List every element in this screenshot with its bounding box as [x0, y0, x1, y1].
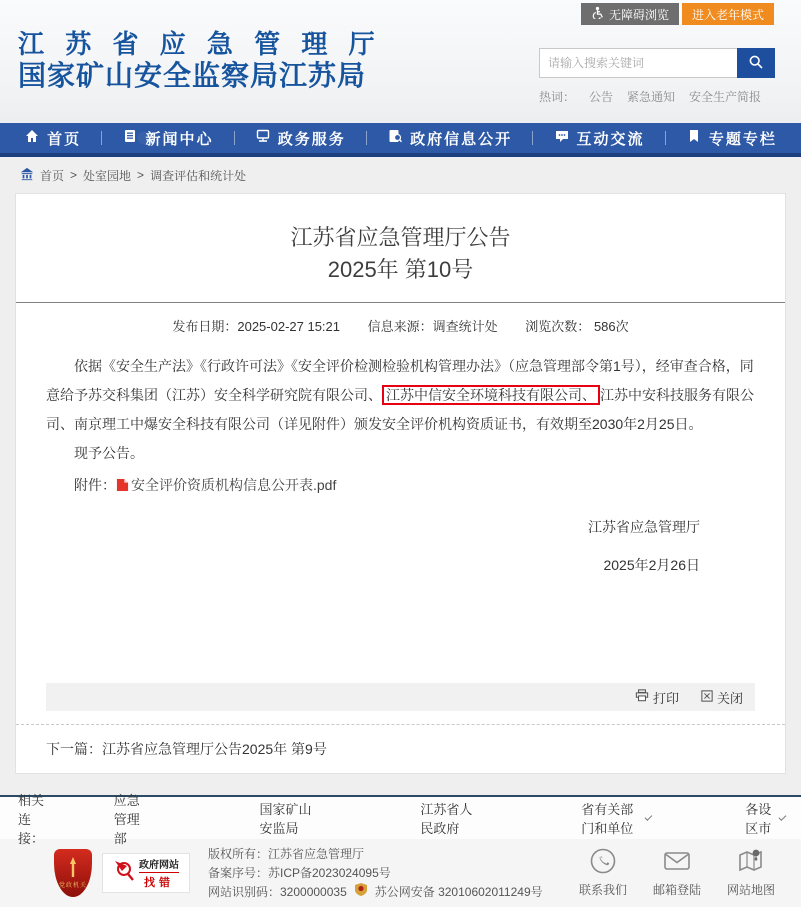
nav-item-interaction[interactable] [554, 128, 645, 149]
source-value: 调查统计处 [432, 319, 498, 334]
accessibility-button[interactable] [581, 3, 679, 25]
article-body [46, 352, 755, 468]
police-badge-icon [355, 883, 367, 902]
article-footer-divider [16, 724, 785, 725]
breadcrumb [0, 157, 801, 193]
sitemap-label: 网站地图 [726, 883, 775, 897]
paragraph-1-text: 江苏中安科技服务有限公司、南京理工中爆安全科技有限公司（详见附件）颁发安全评价机构资质证书，有效期至2030年2月25日。 [46, 387, 754, 432]
contact-us-link[interactable] [579, 848, 627, 898]
main-nav [0, 123, 801, 157]
views-value: 586次 [593, 319, 629, 334]
departments-dropdown-label: 省有关部门和单位 [581, 802, 634, 836]
search-input[interactable] [539, 48, 737, 78]
footer-info [208, 845, 543, 902]
attachment-row [46, 475, 755, 495]
news-icon [122, 128, 138, 148]
highlighted-company: 江苏中信安全环境科技有限公司、 [382, 385, 600, 405]
article-card [15, 193, 786, 774]
elder-mode-button[interactable] [682, 3, 774, 25]
nav-divider [366, 131, 367, 145]
nav-item-news[interactable] [122, 128, 213, 149]
bookmark-icon [686, 128, 702, 148]
print-label: 打印 [652, 690, 679, 706]
site-footer [0, 839, 801, 907]
shield-badge-text: 党政机关 [58, 883, 87, 889]
nav-divider [234, 131, 235, 145]
departments-dropdown[interactable] [581, 799, 649, 837]
icp-text: 备案序号：苏ICP备2023024095号 [208, 865, 391, 880]
elder-mode-label: 进入老年模式 [691, 7, 764, 22]
publish-date-label: 发布日期： [172, 319, 238, 334]
nav-item-info-disclosure[interactable] [387, 128, 512, 149]
breadcrumb-separator: > [70, 168, 78, 182]
article-title-line1: 江苏省应急管理厅公告 [290, 225, 511, 250]
nav-divider [101, 131, 102, 145]
cities-dropdown[interactable] [745, 799, 783, 837]
chevron-down-icon [644, 813, 652, 821]
search-button[interactable] [737, 48, 775, 78]
search-area [539, 48, 775, 105]
attachment-label: 附件： [74, 477, 116, 493]
attachment-name: 安全评价资质机构信息公开表.pdf [131, 477, 337, 493]
search-icon [748, 54, 764, 73]
copyright-text: 版权所有：江苏省应急管理厅 [208, 846, 365, 861]
site-title-line1: 江 苏 省 应 急 管 理 厅 [18, 29, 382, 59]
nav-item-special-topics[interactable] [686, 128, 777, 149]
title-divider [16, 302, 785, 303]
next-label: 下一篇： [46, 741, 102, 757]
source-label: 信息来源： [367, 319, 433, 334]
pdf-icon [116, 477, 131, 493]
government-shield-badge[interactable] [54, 849, 92, 897]
related-link-mine-bureau[interactable]: 国家矿山安监局 [259, 802, 312, 836]
chat-bubble-icon [554, 128, 570, 148]
signature-date: 2025年2月26日 [603, 557, 700, 573]
wheelchair-icon [591, 6, 604, 22]
quick-links [579, 848, 785, 898]
mail-login-label: 邮箱登陆 [652, 883, 701, 897]
building-icon [20, 167, 34, 184]
hotword-link[interactable]: 公告 [589, 90, 614, 104]
printer-icon [635, 689, 649, 705]
security-record-link[interactable]: 苏公网安备 32010602011249号 [374, 884, 543, 899]
paragraph-1 [46, 352, 755, 439]
nav-label: 首页 [47, 130, 82, 148]
topbar [581, 3, 774, 25]
document-search-icon [387, 128, 403, 148]
find-badge-line1: 政府网站 [139, 856, 179, 873]
contact-us-label: 联系我们 [578, 883, 627, 897]
site-logo[interactable] [18, 28, 382, 92]
related-link-memergency[interactable]: 应急管理部 [113, 792, 140, 846]
hotword-link[interactable]: 紧急通知 [627, 90, 676, 104]
close-label: 关闭 [716, 690, 743, 706]
service-icon [255, 128, 271, 148]
attachment-link[interactable] [116, 477, 336, 493]
phone-icon [590, 848, 616, 877]
site-header [0, 0, 801, 123]
breadcrumb-section[interactable]: 处室园地 [83, 168, 132, 183]
close-icon [701, 690, 713, 705]
map-icon [737, 848, 765, 877]
nav-label: 新闻中心 [145, 130, 214, 148]
site-code-text: 网站识别码：3200000035 [208, 884, 347, 899]
close-button[interactable] [701, 688, 743, 707]
breadcrumb-current: 调查评估和统计处 [150, 168, 247, 183]
related-links-bar [0, 792, 801, 846]
article-title [46, 222, 755, 286]
mail-login-link[interactable] [653, 848, 701, 898]
cities-dropdown-label: 各设区市 [745, 802, 772, 836]
nav-label: 互动交流 [576, 130, 645, 148]
publish-date-value: 2025-02-27 15:21 [237, 319, 341, 334]
nav-label: 政务服务 [277, 130, 346, 148]
hotwords-label: 热词： [539, 90, 576, 104]
website-error-report-badge[interactable] [102, 853, 190, 893]
nav-label: 政府信息公开 [410, 130, 513, 148]
home-icon [24, 128, 40, 148]
nav-label: 专题专栏 [708, 130, 777, 148]
views-label: 浏览次数： [525, 319, 591, 334]
breadcrumb-home[interactable]: 首页 [40, 168, 65, 183]
related-links-label: 相关连接： [18, 792, 45, 846]
next-article-row [46, 739, 755, 759]
article-title-line2: 2025年 第10号 [327, 257, 474, 282]
find-badge-line2: 找错 [144, 877, 174, 889]
article-meta [46, 316, 755, 335]
magnifier-red-icon [113, 859, 135, 888]
nav-item-services[interactable] [255, 128, 346, 149]
hotwords [539, 88, 775, 105]
print-button[interactable] [635, 688, 679, 707]
paragraph-2: 现予公告。 [74, 445, 144, 461]
related-link-js-gov[interactable]: 江苏省人民政府 [420, 802, 473, 836]
chevron-down-icon [778, 813, 786, 821]
print-close-bar [46, 683, 755, 711]
mail-icon [662, 848, 692, 877]
accessibility-label: 无障碍浏览 [608, 7, 669, 22]
breadcrumb-separator: > [137, 168, 145, 182]
signature-org: 江苏省应急管理厅 [588, 519, 700, 535]
site-title-line2: 国家矿山安全监察局江苏局 [18, 60, 367, 91]
nav-divider [532, 131, 533, 145]
nav-item-home[interactable] [24, 128, 81, 149]
sitemap-link[interactable] [727, 848, 775, 898]
nav-divider [665, 131, 666, 145]
huabiao-emblem-icon [68, 857, 78, 877]
next-article-link[interactable]: 江苏省应急管理厅公告2025年 第9号 [102, 741, 327, 757]
paragraph-1-text: 依据《安全生产法》《行政许可法》《安全评价检测检验机构管理办法》（应急管理部令第1号），经审查合格，同意给予苏交科集团（江苏）安全科学研究院有限公司、 [46, 358, 754, 403]
hotword-link[interactable]: 安全生产简报 [689, 90, 762, 104]
